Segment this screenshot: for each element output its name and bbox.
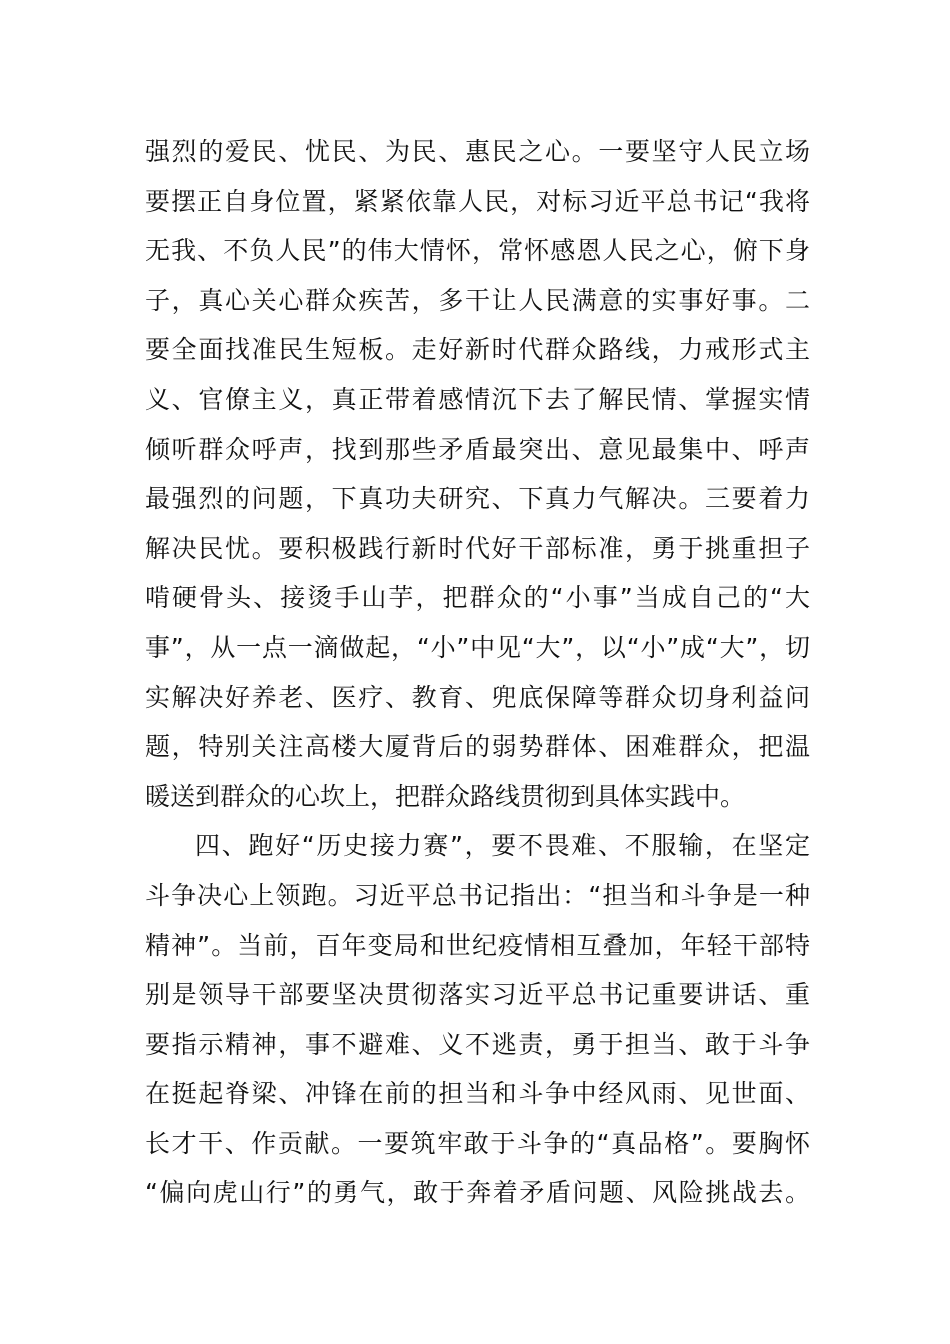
text-line: 事”，从一点一滴做起，“小”中见“大”，以“小”成“大”，切 [145,632,810,662]
text-line: 倾听群众呼声，找到那些矛盾最突出、意见最集中、呼声 [145,434,810,464]
text-line: 要摆正自身位置，紧紧依靠人民，对标习近平总书记“我将 [145,186,810,216]
body-text [145,127,810,1218]
text-line: 实解决好养老、医疗、教育、兜底保障等群众切身利益问 [145,682,810,712]
text-line: 要指示精神，事不避难、义不逃责，勇于担当、敢于斗争 [145,1029,810,1059]
text-line: 啃硬骨头、接烫手山芋，把群众的“小事”当成自己的“大 [145,583,810,613]
text-line: 解决民忧。要积极践行新时代好干部标准，勇于挑重担子 [145,533,810,563]
text-line: 子，真心关心群众疾苦，多干让人民满意的实事好事。二 [145,285,810,315]
text-line: 在挺起脊梁、冲锋在前的担当和斗争中经风雨、见世面、 [145,1079,810,1109]
text-line: “偏向虎山行”的勇气，敢于奔着矛盾问题、风险挑战去。 [145,1178,810,1208]
text-line: 题，特别关注高楼大厦背后的弱势群体、困难群众，把温 [145,732,810,762]
paragraph-start-line: 四、跑好“历史接力赛”，要不畏难、不服输，在坚定 [195,831,810,861]
text-line: 长才干、作贡献。一要筑牢敢于斗争的“真品格”。要胸怀 [145,1128,810,1158]
text-line: 别是领导干部要坚决贯彻落实习近平总书记重要讲话、重 [145,980,810,1010]
text-line: 斗争决心上领跑。习近平总书记指出：“担当和斗争是一种 [145,880,810,910]
text-line: 强烈的爱民、忧民、为民、惠民之心。一要坚守人民立场 [145,137,810,166]
text-line: 精神”。当前，百年变局和世纪疫情相互叠加，年轻干部特 [145,930,810,960]
text-line: 要全面找准民生短板。走好新时代群众路线，力戒形式主 [145,335,810,365]
paragraph-end-line: 暖送到群众的心坎上，把群众路线贯彻到具体实践中。 [145,781,746,811]
text-line: 义、官僚主义，真正带着感情沉下去了解民情、掌握实情 [145,384,810,414]
text-line: 无我、不负人民”的伟大情怀，常怀感恩人民之心，俯下身 [145,236,810,266]
text-line: 最强烈的问题，下真功夫研究、下真力气解决。三要着力 [145,484,810,514]
